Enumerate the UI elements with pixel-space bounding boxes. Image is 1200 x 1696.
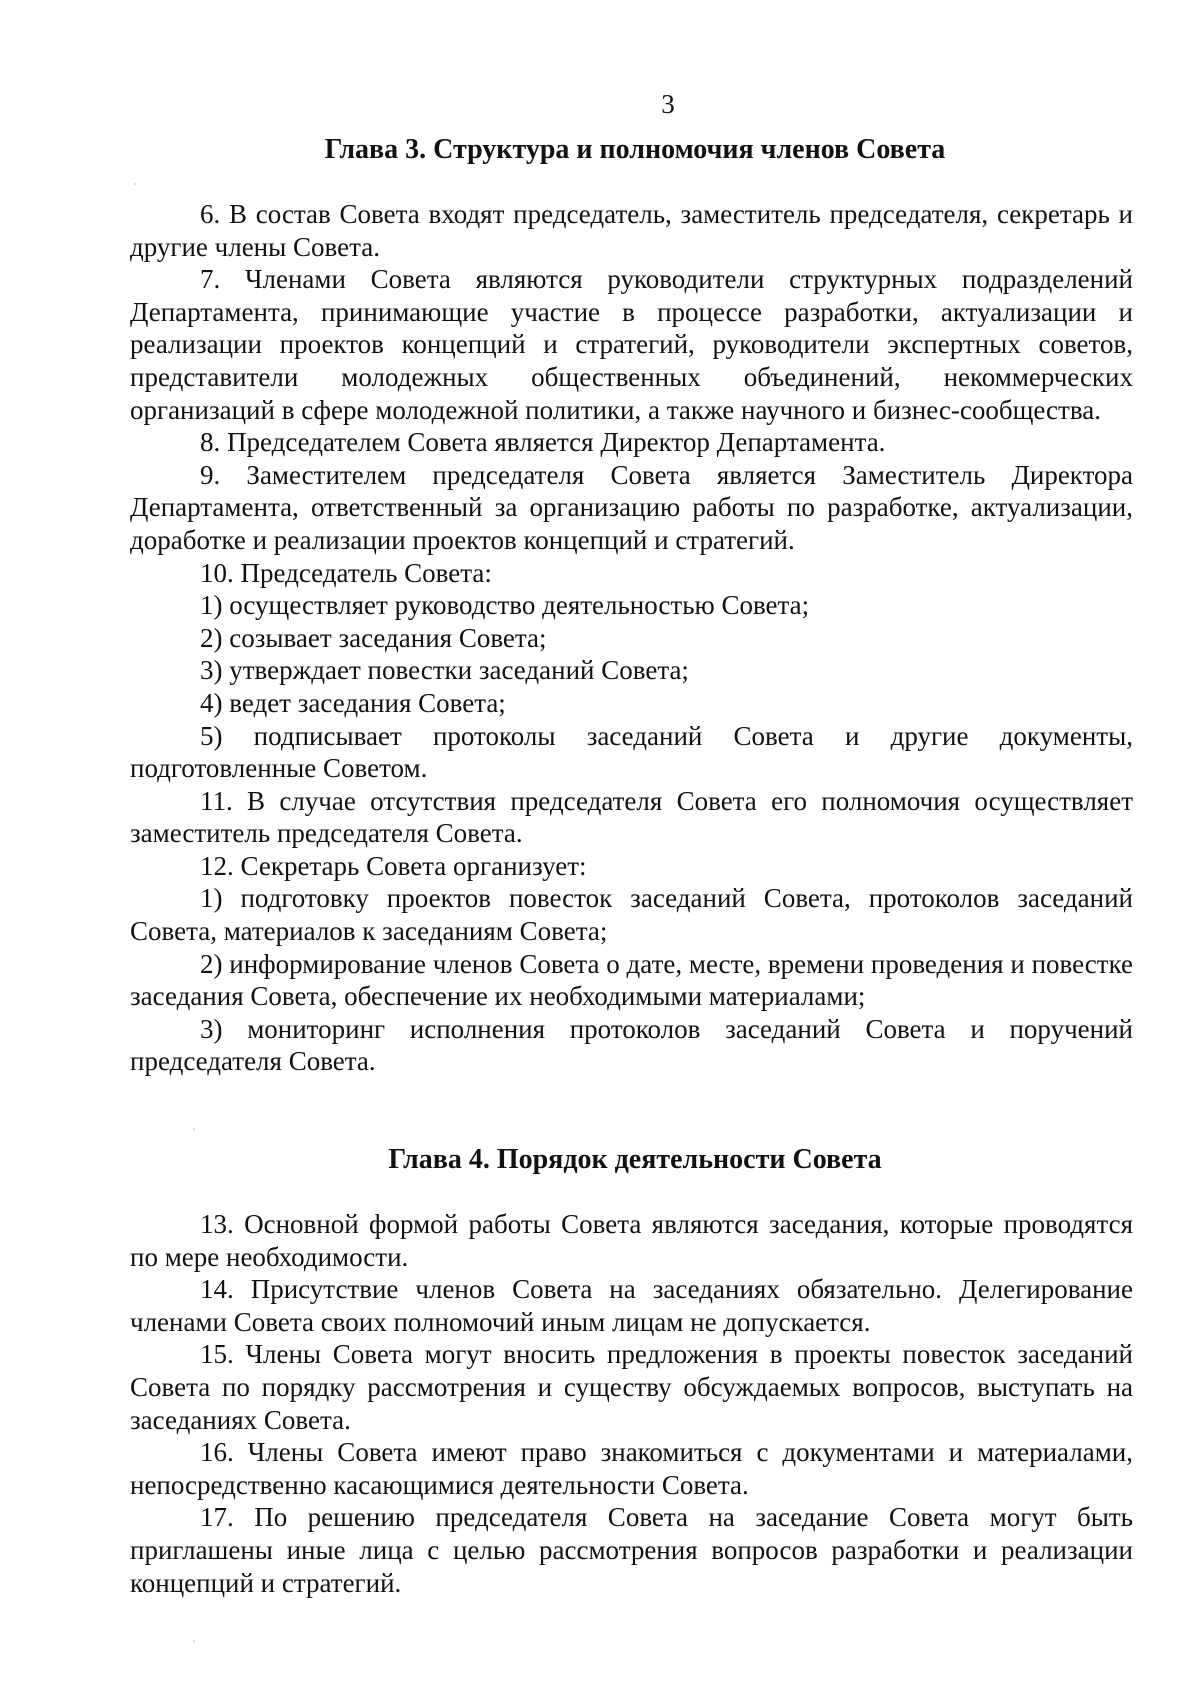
paragraph-11: 11. В случае отсутствия председателя Совета его полномочия осуществляет заместитель председателя Совета. — [130, 785, 1133, 849]
paragraph-14: 14. Присутствие членов Совета на заседаниях обязательно. Делегирование членами Совета своих полномочий иным лицам не допускается. — [130, 1274, 1133, 1337]
chapter-4-body — [130, 1208, 1133, 1599]
paragraph-12-item-3: 3) мониторинг исполнения протоколов заседаний Совета и поручений председателя Совета. — [130, 1013, 1133, 1077]
paragraph-12: 12. Секретарь Совета организует: — [200, 850, 587, 881]
paragraph-10: 10. Председатель Совета: — [200, 557, 492, 588]
paragraph-8: 8. Председателем Совета является Директор Департамента. — [200, 427, 886, 458]
paragraph-10-item-3: 3) утверждает повестки заседаний Совета; — [200, 655, 689, 686]
paragraph-7: 7. Членами Совета являются руководители структурных подразделений Департамента, принимающие участие в процессе разработки, актуализации и реализации проектов концепций и стратегий, руководители экспертных советов, представители молодежных общественных объединений, некоммерческих организаций в сфере молодежной политики, а также научного и бизнес-сообщества. — [130, 264, 1133, 425]
paragraph-10-item-5: 5) подписывает протоколы заседаний Совета и другие документы, подготовленные Советом. — [130, 720, 1133, 784]
paragraph-6: 6. В состав Совета входят председатель, заместитель председателя, секретарь и другие члены Совета. — [130, 199, 1133, 262]
page-number: 3 — [661, 89, 675, 119]
paragraph-12-item-2: 2) информирование членов Совета о дате, месте, времени проведения и повестке заседания Совета, обеспечение их необходимыми материалами; — [130, 948, 1133, 1012]
paragraph-13: 13. Основной формой работы Совета являются заседания, которые проводятся по мере необходимости. — [130, 1209, 1133, 1272]
scan-speck — [134, 183, 136, 185]
chapter-3-body — [130, 198, 1133, 1078]
paragraph-10-item-1: 1) осуществляет руководство деятельностью Совета; — [200, 590, 810, 621]
paragraph-10-item-4: 4) ведет заседания Совета; — [200, 687, 506, 718]
paragraph-17: 17. По решению председателя Совета на заседание Совета могут быть приглашены иные лица с целью рассмотрения вопросов разработки и реализации концепций и стратегий. — [130, 1502, 1133, 1598]
scan-speck — [193, 1640, 195, 1642]
chapter-4-heading: Глава 4. Порядок деятельности Совета — [388, 1144, 882, 1175]
chapter-3-heading: Глава 3. Структура и полномочия членов Совета — [324, 134, 946, 165]
paragraph-10-item-2: 2) созывает заседания Совета; — [200, 622, 547, 653]
paragraph-15: 15. Члены Совета могут вносить предложения в проекты повесток заседаний Совета по порядку рассмотрения и существу обсуждаемых вопросов, выступать на заседаниях Совета. — [130, 1339, 1133, 1435]
paragraph-9: 9. Заместителем председателя Совета является Заместитель Директора Департамента, ответственный за организацию работы по разработке, актуализации, доработке и реализации проектов концепций и стратегий. — [130, 459, 1133, 555]
paragraph-16: 16. Члены Совета имеют право знакомиться с документами и материалами, непосредственно касающимися деятельности Совета. — [130, 1437, 1133, 1500]
scan-speck — [193, 1128, 195, 1130]
paragraph-12-item-1: 1) подготовку проектов повесток заседаний Совета, протоколов заседаний Совета, материалов к заседаниям Совета; — [130, 883, 1133, 947]
